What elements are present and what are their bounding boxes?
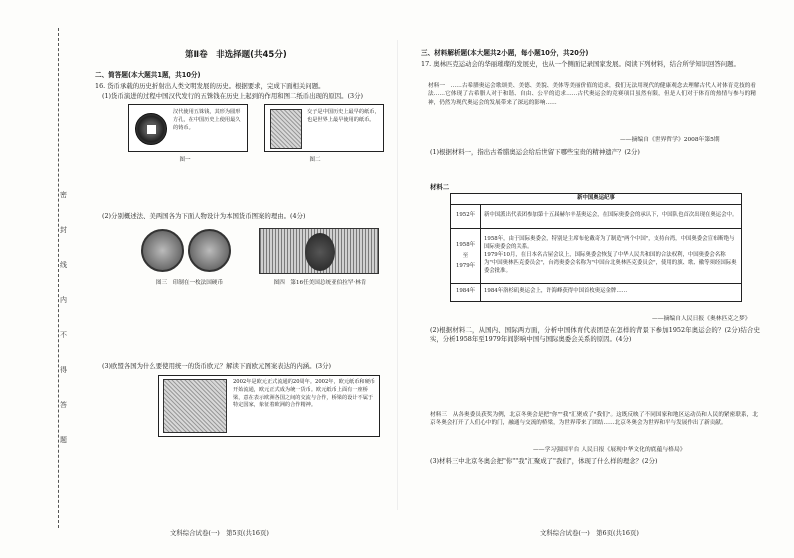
section-title: 二、简答题(本大题共1题，共10分) bbox=[95, 71, 201, 79]
binding-char: 不 bbox=[60, 331, 67, 339]
french-coin-reverse-image bbox=[188, 229, 231, 272]
figure-one-text: 汉代使用五铢钱，其形为圆形方孔，在中国历史上使用最久的铸币。 bbox=[173, 109, 241, 131]
table-year-cell: 1952年 bbox=[451, 204, 481, 228]
question-prompt: (3)欧盟各国为什么要使用统一的货币欧元？解读下面欧元图案表达的内涵。(3分) bbox=[102, 362, 331, 370]
figure-two-box bbox=[264, 104, 384, 152]
table-row bbox=[451, 204, 742, 228]
table-source: ——摘编自人民日报《奥林匹克之梦》 bbox=[652, 316, 751, 322]
jiaozi-note-image bbox=[270, 109, 302, 149]
binding-char: 得 bbox=[60, 366, 67, 374]
table-year-cell: 1958年 至 1979年 bbox=[451, 228, 481, 283]
french-coin-obverse-image bbox=[141, 229, 184, 272]
table-row bbox=[451, 283, 742, 301]
material-three-source: ——学习强国平台 人民日报《展现中华文化的底蕴与格局》 bbox=[533, 447, 686, 453]
figure-two-label: 图二 bbox=[309, 157, 321, 163]
material-one-source: ——摘编自《世界哲学》2008年第5期 bbox=[620, 137, 720, 143]
material-one: 材料一 ……古希腊奥运会歌颂美、美德、美貌、美体等美丽价值的追求，我们无法用现代的健康观念去理解古代人对体育竞技的看法……它体现了古希腊人对于和谐、自由、公平的追求……古代奥运会的竞赛项目虽然有限，但是人们对于体育的热情与参与的精神，仍然为现代奥运会的发展带来了深远的影响…… bbox=[428, 83, 756, 106]
euro-figure-text: 2002年是欧元正式流通的20周年。2002年，欧元纸币和硬币开始流通，欧元正式成为统一货币。欧元纸币上面有一座桥梁，意在表示欧洲各国之间的交流与合作，桥梁的设计不属于特定国家，象征着欧洲的合作精神。 bbox=[233, 379, 375, 409]
figure-four-label: 图四 第16任美国总统亚伯拉罕·林肯 bbox=[273, 280, 367, 286]
material-three: 材料三 从各奥委员获奖为例，北京冬奥会是把"你""我"汇聚成了"我们"。这既反映了不同国家和地区运动员和人民的紧密联系，北京冬奥会打开了人们心中的门，融通与交流的桥梁，为世界带来了团结……北京冬奥会为世界和平与发展作出了新贡献。 bbox=[430, 412, 758, 427]
figure-two-text: 交子是中国历史上最早的纸币，也是世界上最早使用的纸币。 bbox=[307, 109, 380, 123]
page-footer-right: 文科综合试卷(一) 第6页(共16页) bbox=[540, 529, 639, 537]
wuzhu-coin-image bbox=[135, 113, 167, 145]
question-prompt: (3)材料三中北京冬奥会把"你""我"汇聚成了"我们"，体现了什么样的理念？(2分) bbox=[430, 457, 658, 465]
euro-note-image bbox=[163, 379, 227, 433]
question-stem: 17. 奥林匹克运动会的华丽璀璨的发展史，也从一个侧面记录国家发展。阅读下列材料，结合所学知识回答问题。 bbox=[421, 60, 740, 68]
binding-char: 线 bbox=[60, 261, 67, 269]
us-dollar-note-image bbox=[259, 228, 379, 274]
table-text-cell: 新中国派出代表团参加第十五届赫尔辛基奥运会，在国际奥委会的承认下，中国队也首次出现在奥运会中。 bbox=[481, 204, 742, 228]
olympic-timeline-table bbox=[450, 193, 742, 302]
figure-three-label: 图三 印制在一枚法国硬币 bbox=[155, 280, 224, 286]
question-prompt: (1)根据材料一，指出古希腊奥运会给后世留下哪些宝贵的精神遗产？(2分) bbox=[430, 148, 640, 156]
part-title: 第Ⅱ卷 非选择题(共45分) bbox=[185, 50, 287, 60]
binding-char: 密 bbox=[60, 191, 67, 199]
binding-line bbox=[58, 28, 59, 528]
euro-figure-box bbox=[158, 375, 380, 437]
table-year-cell: 1984年 bbox=[451, 283, 481, 301]
question-prompt: (2)分别概述法、美两国各为下面人物设计为本国货币图案的理由。(4分) bbox=[102, 212, 306, 220]
question-prompt: (1)货币演进的过程中国汉代发行的五铢钱在历史上起到的作用和图二纸币出现的原因。(3分) bbox=[102, 92, 363, 100]
section-title: 三、材料解析题(本大题共2小题，每小题10分，共20分) bbox=[421, 49, 589, 57]
figure-one-label: 图一 bbox=[179, 157, 191, 163]
figure-one-box bbox=[128, 104, 248, 152]
table-row bbox=[451, 228, 742, 283]
page-divider bbox=[397, 40, 398, 510]
table-text-cell: 1984年洛杉矶奥运会上，许海峰获得中国首枚奥运金牌…… bbox=[481, 283, 742, 301]
page-footer-left: 文科综合试卷(一) 第5页(共16页) bbox=[170, 529, 269, 537]
binding-char: 答 bbox=[60, 401, 67, 409]
question-stem: 16. 货币承载的历史折射出人类文明发展的历史。根据要求，完成下面相关问题。 bbox=[95, 82, 325, 90]
binding-char: 封 bbox=[60, 226, 67, 234]
binding-char: 题 bbox=[60, 436, 67, 444]
table-title: 新中国奥运纪事 bbox=[451, 194, 742, 205]
table-text-cell: 1958年，由于国际奥委会，特别是主席布伦戴奇为了制造"两个中国"，支持台湾，中国奥委会宣布断绝与国际奥委会的关系。 1979年10月，在日本名古屋会议上，国际奥委会恢复了中华人民共和国的合法权利，中国奥委会名称为"中国奥林匹克委员会"，台湾奥委会名称为"中国台北奥林匹克委员会"，使用的旗、歌、徽等须经国际奥委会批准。 bbox=[481, 228, 742, 283]
binding-char: 内 bbox=[60, 296, 67, 304]
question-prompt: (2)根据材料二，从国内、国际两方面，分析中国体育代表团是在怎样的背景下参加1952年奥运会的？(2分)结合史实，分析1958年至1979年间影响中国与国际奥委会关系的原因。(4分) bbox=[430, 326, 760, 344]
material-two-label: 材料二 bbox=[430, 183, 450, 191]
